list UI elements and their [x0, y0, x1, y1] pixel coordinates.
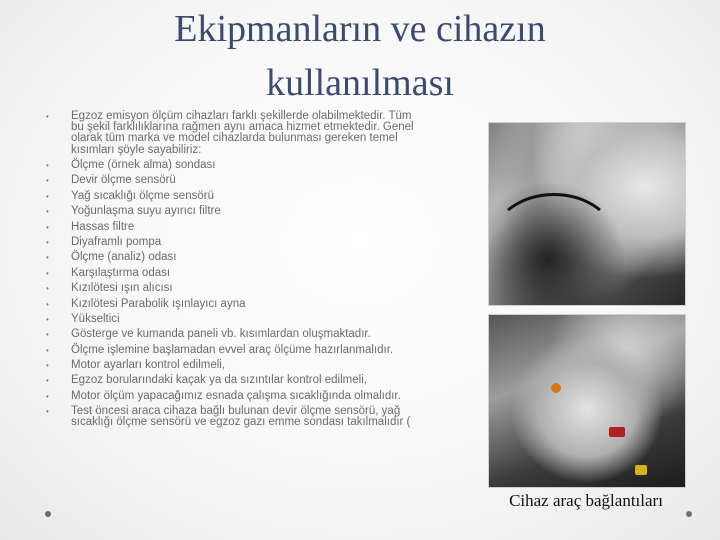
list-item [40, 191, 420, 202]
bullet-icon: • [46, 284, 49, 294]
bullet-text: Gösterge ve kumanda paneli vb. kısımlardan oluşmaktadır. [71, 328, 371, 341]
bullet-icon: • [46, 112, 49, 121]
bullet-text: Ölçme işlemine başlamadan evvel araç ölçüme hazırlanmalıdır. [71, 343, 394, 356]
bullet-text: Devir ölçme sensörü [71, 174, 176, 187]
bullet-icon: • [46, 376, 49, 386]
bullet-text: Diyaframlı pompa [71, 235, 162, 248]
engine-photo-top [488, 122, 686, 306]
bullet-icon: • [46, 330, 49, 340]
orange-cap [551, 383, 561, 393]
list-item [40, 222, 420, 233]
bullet-icon: • [46, 299, 49, 309]
list-item [40, 360, 420, 371]
bullet-text: Yükseltici [71, 312, 120, 325]
list-item [40, 268, 420, 279]
list-item [40, 283, 420, 294]
bullet-text: Motor ayarları kontrol edilmeli, [71, 359, 226, 372]
bullet-icon: • [46, 361, 49, 371]
bullet-list [40, 111, 420, 433]
list-item [40, 206, 420, 217]
bullet-icon: • [46, 207, 49, 217]
list-item [40, 252, 420, 263]
bullet-icon: • [46, 161, 49, 170]
red-connector [609, 427, 625, 437]
bullet-icon: • [46, 191, 49, 201]
yellow-cap [635, 465, 647, 475]
list-item [40, 391, 420, 402]
bullet-icon: • [46, 391, 49, 401]
engine-photo-bottom [488, 314, 686, 488]
bullet-text: Test öncesi araca cihaza bağlı bulunan devir ölçme sensörü, yağ sıcaklığı ölçme sensörü ve egzoz gazı emme sondası takılmalıdır ( [71, 405, 411, 429]
slide-corner-dot [45, 511, 51, 517]
bullet-text: Ölçme (analiz) odası [71, 251, 177, 264]
list-item [40, 299, 420, 310]
list-item [40, 375, 420, 386]
bullet-text: Kızılötesi ışın alıcısı [71, 282, 173, 295]
list-item [40, 175, 420, 186]
bullet-icon: • [46, 253, 49, 263]
bullet-icon: • [46, 268, 49, 278]
list-item [40, 329, 420, 340]
bullet-text: Kızılötesi Parabolik ışınlayıcı ayna [71, 297, 246, 310]
bullet-text: Egzoz borularındaki kaçak ya da sızıntılar kontrol edilmeli, [71, 374, 367, 387]
slide-title: Ekipmanların ve cihazın kullanılması [174, 8, 546, 104]
bullet-text: Motor ölçüm yapacağımız esnada çalışma sıcaklığında olmalıdır. [71, 389, 401, 402]
bullet-text: Ölçme (örnek alma) sondası [71, 159, 216, 171]
bullet-icon: • [46, 314, 49, 324]
image-caption: Cihaz araç bağlantıları [509, 491, 663, 510]
bullet-text: Hassas filtre [71, 220, 135, 233]
bullet-text: Egzoz emisyon ölçüm cihazları farklı şekillerde olabilmektedir. Tüm bu şekil farklılıklarına rağmen aynı amaca hizmet etmektedir. Genel olarak tüm marka ve model cihazlarda bulunması gereken temel kısımları şöyle sayabiliriz: [71, 110, 414, 156]
bullet-icon: • [46, 237, 49, 247]
list-item [40, 160, 420, 171]
list-item [40, 345, 420, 356]
list-item [40, 406, 420, 428]
slide-corner-dot [686, 511, 692, 517]
bullet-icon: • [46, 407, 49, 417]
bullet-text: Karşılaştırma odası [71, 266, 171, 279]
bullet-text: Yoğunlaşma suyu ayırıcı filtre [71, 205, 221, 218]
sensor-cable [491, 193, 617, 289]
list-item [40, 111, 420, 156]
list-item [40, 237, 420, 248]
bullet-icon: • [46, 176, 49, 186]
list-item [40, 314, 420, 325]
bullet-icon: • [46, 222, 49, 232]
bullet-text: Yağ sıcaklığı ölçme sensörü [71, 189, 214, 202]
bullet-icon: • [46, 345, 49, 355]
